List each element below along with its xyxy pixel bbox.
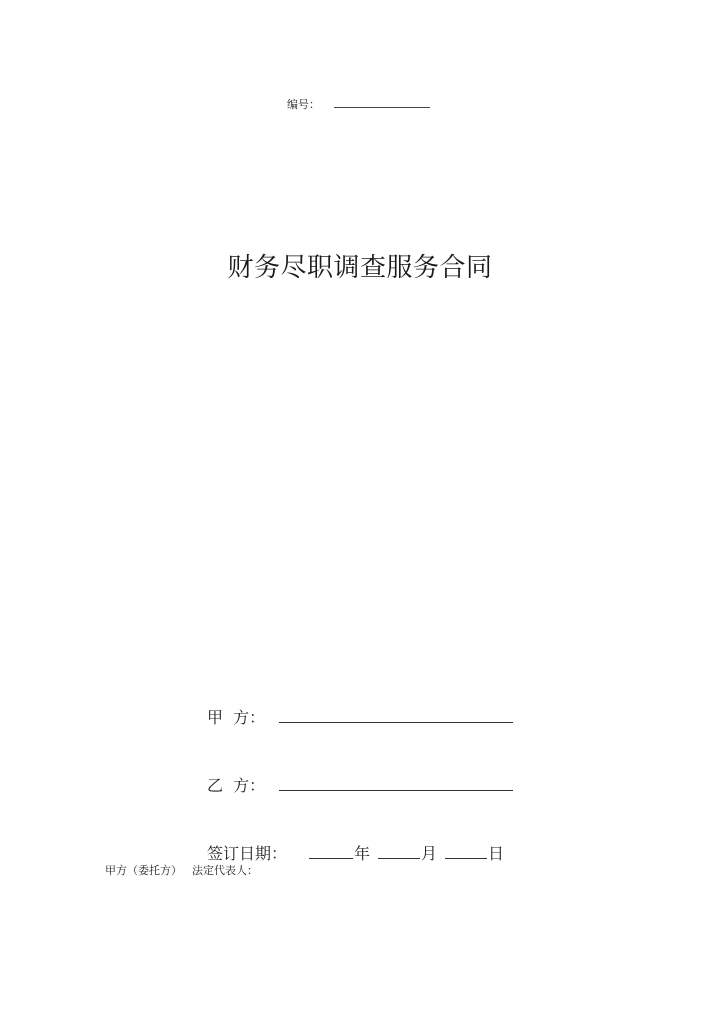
principal-label: 甲方（委托方） bbox=[105, 864, 182, 877]
day-unit: 日 bbox=[488, 844, 505, 863]
serial-number-line bbox=[287, 97, 430, 112]
party-a-blank[interactable] bbox=[279, 706, 513, 723]
party-a-row bbox=[207, 706, 513, 729]
sign-date-row bbox=[207, 842, 504, 865]
party-b-label: 乙 方： bbox=[207, 776, 266, 795]
serial-number-blank[interactable] bbox=[334, 97, 430, 108]
principal-line bbox=[105, 864, 258, 878]
party-a-label: 甲 方： bbox=[207, 708, 266, 727]
party-b-row bbox=[207, 774, 513, 797]
legal-representative-label: 法定代表人： bbox=[192, 864, 258, 877]
document-title: 财务尽职调查服务合同 bbox=[227, 253, 493, 283]
sign-date-label: 签订日期： bbox=[207, 844, 288, 863]
party-b-blank[interactable] bbox=[279, 774, 513, 791]
sign-date-year-blank[interactable] bbox=[309, 842, 353, 859]
month-unit: 月 bbox=[421, 844, 438, 863]
year-unit: 年 bbox=[354, 844, 371, 863]
sign-date-month-blank[interactable] bbox=[378, 842, 420, 859]
serial-number-label: 编号： bbox=[287, 98, 320, 111]
sign-date-day-blank[interactable] bbox=[445, 842, 487, 859]
